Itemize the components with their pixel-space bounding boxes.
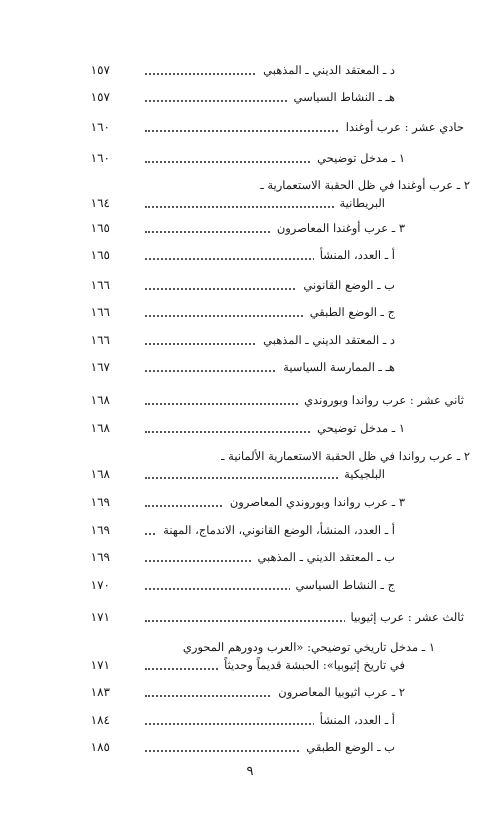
toc-section-heading <box>40 390 470 410</box>
toc-entry <box>40 464 470 484</box>
toc-entry <box>40 737 470 757</box>
toc-entry-title: د ـ المعتقد الديني ـ المذهبي <box>257 63 395 77</box>
toc-entry <box>40 245 470 265</box>
toc-heading-title: ثالث عشر : عرب إثيوبيا <box>345 610 470 624</box>
toc-entry <box>40 302 470 322</box>
toc-entry <box>40 330 470 350</box>
toc-page-number: ١٧٠ <box>90 578 110 592</box>
toc-page-number: ١٨٥ <box>90 740 110 754</box>
toc-entry-title: في تاريخ إثيوبيا»: الحبشة قديماً وحديثاً <box>218 658 405 672</box>
toc-page-number: ١٦٩ <box>90 523 110 537</box>
toc-entry <box>40 193 470 213</box>
toc-entry-title: ج ـ النشاط السياسي <box>290 578 395 592</box>
toc-entry <box>40 418 470 438</box>
toc-page-number: ١٦٨ <box>90 467 110 481</box>
toc-page-number: ١٥٧ <box>90 63 110 77</box>
toc-entry-title: هـ ـ النشاط السياسي <box>288 90 396 104</box>
toc-section-heading <box>40 607 470 627</box>
toc-page-number: ١٦٦ <box>90 278 110 292</box>
toc-entry <box>40 492 470 512</box>
toc-heading-title: ثاني عشر : عرب رواندا وبوروندي <box>298 393 470 407</box>
toc-page-number: ١٦٤ <box>90 196 110 210</box>
toc-entry-title: ب ـ الوضع القانوني <box>297 278 395 292</box>
toc-entry-title: أ ـ العدد، المنشأ، الوضع القانوني، الاندماج، المهنة <box>157 523 395 537</box>
toc-entry <box>40 148 470 168</box>
toc-page-number: ١٦٩ <box>90 495 110 509</box>
toc-entry-title: أ ـ العدد، المنشأ <box>314 713 395 727</box>
toc-entry <box>40 655 470 675</box>
toc-entry <box>40 682 470 702</box>
toc-page-number: ١٦٦ <box>90 333 110 347</box>
toc-section-heading <box>40 117 470 137</box>
toc-entry-title: د ـ المعتقد الديني ـ المذهبي <box>257 333 395 347</box>
toc-page-number: ١٥٧ <box>90 90 110 104</box>
toc-page-number: ١٦٨ <box>90 393 110 407</box>
toc-page-number: ١٧١ <box>90 658 110 672</box>
page-number-footer: ٩ <box>246 764 254 779</box>
toc-page-number: ١٦٩ <box>90 550 110 564</box>
toc-entry-title: البلجيكية <box>338 467 385 481</box>
toc-page-number: ١٧١ <box>90 610 110 624</box>
toc-entry <box>40 710 470 730</box>
toc-entry <box>40 520 470 540</box>
toc-entry-title: ١ ـ مدخل توضيحي <box>311 151 405 165</box>
toc-page-number: ١٨٤ <box>90 713 110 727</box>
toc-entry-title: ٢ ـ عرب اثيوبيا المعاصرون <box>272 685 405 699</box>
toc-entry <box>40 275 470 295</box>
toc-entry <box>40 547 470 567</box>
toc-entry-title: ب ـ الوضع الطبقي <box>300 740 395 754</box>
toc-page-number: ١٦٠ <box>90 151 110 165</box>
toc-page-number: ١٦٥ <box>90 221 110 235</box>
toc-entry-title: ٣ ـ عرب أوغندا المعاصرون <box>271 221 405 235</box>
toc-entry-title: هـ ـ الممارسة السياسية <box>277 360 395 374</box>
toc-entry <box>40 357 470 377</box>
toc-entry <box>40 575 470 595</box>
toc-page-number: ١٦٠ <box>90 120 110 134</box>
toc-page-number: ١٨٣ <box>90 685 110 699</box>
toc-entry-title: ١ ـ مدخل توضيحي <box>311 421 405 435</box>
toc-entry-title: ب ـ المعتقد الديني ـ المذهبي <box>251 550 395 564</box>
toc-entry-title: ج ـ الوضع الطبقي <box>304 305 395 319</box>
toc-page-number: ١٦٨ <box>90 421 110 435</box>
toc-entry <box>40 87 470 107</box>
toc-entry-title-line: ١ ـ مدخل تاريخي توضيحي: «العرب ودورهم المحوري <box>182 640 435 654</box>
toc-page-number: ١٦٦ <box>90 305 110 319</box>
toc-page-number: ١٦٥ <box>90 248 110 262</box>
toc-entry <box>40 218 470 238</box>
toc-entry-title: البريطانية <box>334 196 386 210</box>
toc-heading-title: حادي عشر : عرب أوغندا <box>340 120 470 134</box>
toc-entry-title: أ ـ العدد، المنشأ <box>314 248 395 262</box>
toc-entry-title: ٣ ـ عرب رواندا وبوروندي المعاصرون <box>224 495 405 509</box>
toc-page-number: ١٦٧ <box>90 360 110 374</box>
toc-entry-title-line: ٢ ـ عرب رواندا في ظل الحقبة الاستعمارية الألمانية ـ <box>221 449 470 463</box>
toc-entry-title-line: ٢ ـ عرب أوغندا في ظل الحقبة الاستعمارية ـ <box>260 178 470 192</box>
toc-entry <box>40 60 470 80</box>
